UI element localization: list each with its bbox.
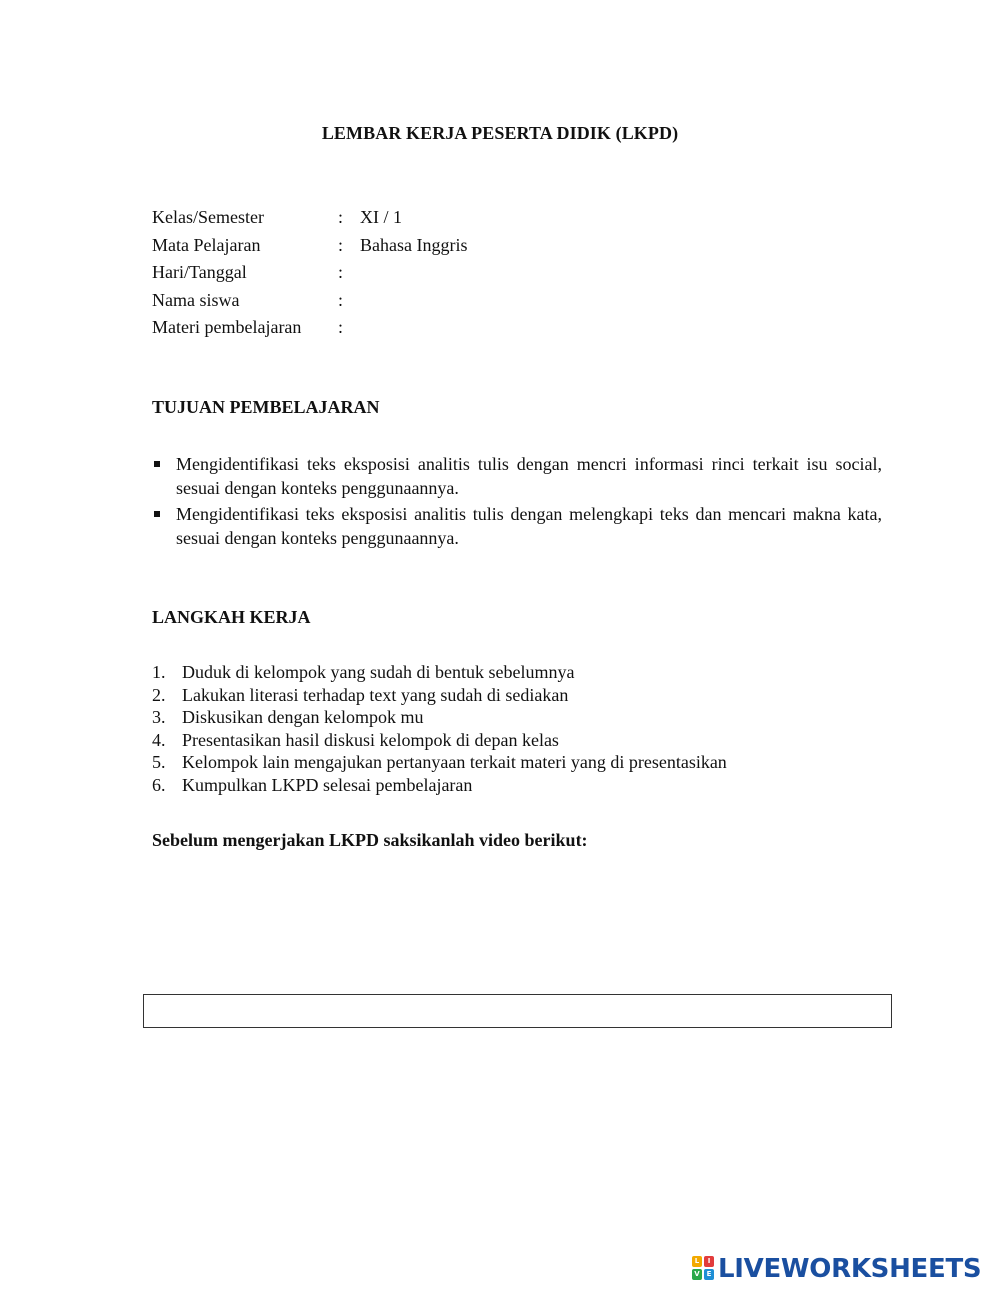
step-text: Kumpulkan LKPD selesai pembelajaran <box>182 774 473 795</box>
document-title: LEMBAR KERJA PESERTA DIDIK (LKPD) <box>321 123 679 143</box>
logo-tile-l: L <box>692 1256 702 1267</box>
list-item <box>152 729 727 752</box>
list-item <box>152 661 727 684</box>
list-item <box>152 751 727 774</box>
step-text: Duduk di kelompok yang sudah di bentuk sebelumnya <box>182 662 575 682</box>
step-text: Lakukan literasi terhadap text yang sudah di sediakan <box>182 684 569 705</box>
info-label: Nama siswa <box>152 289 240 310</box>
info-label: Kelas/Semester <box>152 207 264 227</box>
info-row-kelas-semester <box>152 204 467 232</box>
list-item <box>152 706 727 729</box>
info-colon: : <box>338 234 344 255</box>
info-row-nama-siswa <box>152 287 467 315</box>
list-item-text: Mengidentifikasi teks eksposisi analitis tulis dengan mencri informasi rinci terkait isu social, sesuai dengan konteks penggunaannya. <box>176 454 882 498</box>
video-instruction: Sebelum mengerjakan LKPD saksikanlah video berikut: <box>152 830 588 850</box>
answer-input-box[interactable] <box>143 994 892 1028</box>
info-colon: : <box>338 317 344 337</box>
info-value: XI / 1 <box>360 207 402 227</box>
info-colon: : <box>338 207 344 227</box>
list-item <box>152 684 727 707</box>
step-text: Kelompok lain mengajukan pertanyaan terkait materi yang di presentasikan <box>182 752 727 773</box>
step-number: 4. <box>152 729 166 750</box>
list-item-text: Mengidentifikasi teks eksposisi analitis tulis dengan melengkapi teks dan mencari makna kata, sesuai dengan konteks penggunaannya. <box>176 504 882 548</box>
step-number: 5. <box>152 752 166 773</box>
langkah-list <box>152 661 727 797</box>
langkah-heading: LANGKAH KERJA <box>152 607 311 627</box>
logo-tile-v: V <box>692 1269 702 1280</box>
liveworksheets-wordmark: LIVEWORKSHEETS <box>718 1254 982 1284</box>
info-row-materi-pembelajaran <box>152 314 467 342</box>
info-colon: : <box>338 289 344 310</box>
tujuan-heading: TUJUAN PEMBELAJARAN <box>152 397 380 417</box>
info-row-hari-tanggal <box>152 259 467 287</box>
info-value: Bahasa Inggris <box>360 234 468 255</box>
logo-tile-i: I <box>704 1256 714 1267</box>
info-row-mata-pelajaran <box>152 232 467 260</box>
list-item <box>152 774 727 797</box>
info-label: Materi pembelajaran <box>152 317 302 337</box>
student-info-block <box>152 204 467 342</box>
tujuan-list <box>152 453 882 553</box>
liveworksheets-logo <box>692 1252 981 1286</box>
list-item <box>152 453 882 500</box>
step-number: 3. <box>152 707 166 728</box>
step-number: 6. <box>152 774 166 795</box>
step-number: 2. <box>152 684 166 705</box>
step-number: 1. <box>152 662 166 682</box>
list-item <box>152 503 882 550</box>
square-bullet-icon <box>154 461 160 467</box>
info-label: Hari/Tanggal <box>152 262 247 282</box>
step-text: Diskusikan dengan kelompok mu <box>182 707 424 728</box>
step-text: Presentasikan hasil diskusi kelompok di depan kelas <box>182 729 559 750</box>
square-bullet-icon <box>154 511 160 517</box>
info-colon: : <box>338 262 344 282</box>
logo-tile-e: E <box>704 1269 714 1280</box>
liveworksheets-logo-icon <box>692 1256 716 1282</box>
info-label: Mata Pelajaran <box>152 234 261 255</box>
